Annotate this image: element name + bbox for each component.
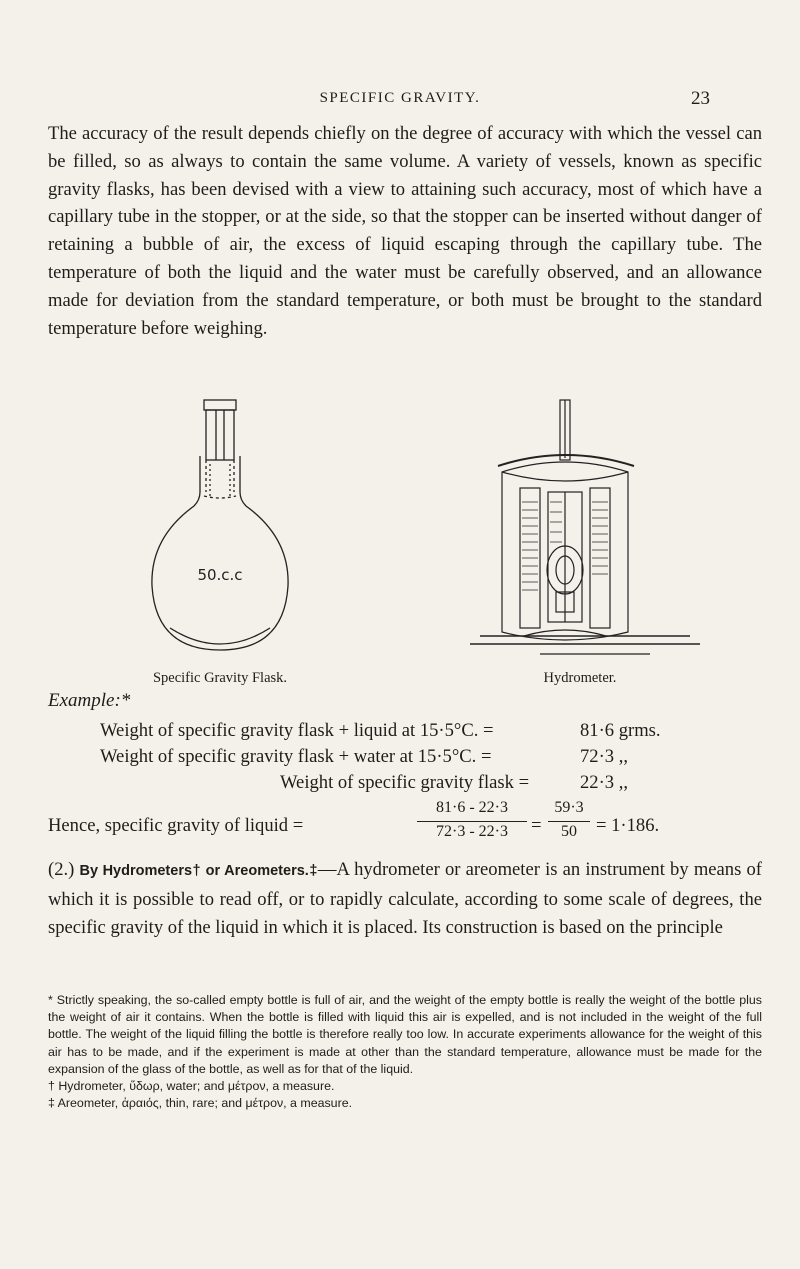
- calc-value: 72·3 ,,: [580, 746, 629, 767]
- equals-sign: =: [531, 815, 542, 836]
- footnote-areometer: ‡ Areometer, ἀραιός, thin, rare; and μέτρον, a measure.: [48, 1096, 353, 1111]
- running-title: SPECIFIC GRAVITY.: [319, 90, 481, 106]
- fraction-2-numerator: 59·3: [554, 799, 584, 816]
- figures: [90, 392, 730, 692]
- flask-caption: Specific Gravity Flask.: [152, 670, 288, 686]
- calc-text: Weight of specific gravity flask + water at 15·5°C. =: [100, 746, 492, 767]
- flask-volume-label: 50.c.c: [197, 566, 243, 584]
- fraction-2-bar: [548, 821, 590, 822]
- calc-value: 22·3 ,,: [580, 772, 629, 793]
- specific-gravity-flask-figure: [130, 392, 310, 660]
- page-number: 23: [691, 88, 710, 109]
- section-number: (2.): [48, 859, 80, 880]
- example-label: Example:*: [48, 690, 131, 711]
- fraction-2-denominator: 50: [561, 823, 577, 840]
- calc-line-flask: [280, 772, 529, 794]
- fraction-1-denominator: 72·3 - 22·3: [436, 823, 508, 840]
- hydrometer-caption: Hydrometer.: [543, 670, 617, 686]
- footnote-hydrometer: † Hydrometer, ὕδωρ, water; and μέτρον, a measure.: [48, 1079, 335, 1094]
- fraction-1-bar: [417, 821, 527, 822]
- fraction-1-numerator: 81·6 - 22·3: [436, 799, 508, 816]
- section-text: —A hydrometer or areometer is an instrument by means of which it is possible to read off, or to rapidly calculate, according to some scale of degrees, the specific gravity of the liquid in which it is placed. Its construction is based on the principle: [48, 859, 762, 938]
- hence-prefix: Hence, specific gravity of liquid =: [48, 815, 304, 836]
- paragraph-accuracy: The accuracy of the result depends chiefly on the degree of accuracy with which the vessel can be filled, so as always to contain the same volume. A variety of vessels, known as specific gravity flasks, has been devised with a view to attaining such accuracy, most of which have a capillary tube in the stopper, or at the side, so that the stopper can be inserted without danger of retaining a bubble of air, the excess of liquid escaping through the capillary tube. The temperature of both the liquid and the water must be carefully observed, and an allowance made for deviation from the standard temperature, or both must be brought to the standard temperature before weighing.: [48, 123, 762, 339]
- result-value: = 1·186.: [596, 815, 660, 836]
- calc-line-flask-water: [100, 746, 491, 768]
- footnote-empty-bottle: * Strictly speaking, the so-called empty bottle is full of air, and the weight of the empty bottle is really the weight of the bottle plus the weight of air it contains. When the bottle is filled with liquid this air is expelled, and is not included in the weight of the full bottle. The weight of the liquid filling the bottle is therefore really too low. In accurate experiments allowance for the weight of this air has to be made, and if the experiment is made at other than the standard temperature, allowance must be made for the expansion of the glass of the bottle, as well as for that of the liquid.: [48, 993, 762, 1076]
- calc-text: Weight of specific gravity flask + liquid at 15·5°C. =: [100, 720, 494, 741]
- calc-value-flask: [580, 772, 628, 794]
- calc-value: 81·6 grms.: [580, 720, 661, 741]
- hydrometer-figure: [440, 392, 730, 664]
- running-head: [0, 90, 800, 112]
- paragraph-hydrometers: [48, 856, 762, 941]
- hence-line: [48, 815, 303, 837]
- fraction-1: [417, 799, 527, 843]
- footnotes: [48, 992, 762, 1112]
- section-heading: By Hydrometers† or Areometers.‡: [79, 863, 318, 879]
- result: [596, 815, 659, 837]
- fraction-2: [548, 799, 590, 843]
- calc-text: Weight of specific gravity flask =: [280, 772, 530, 793]
- calc-value-flask-water: [580, 746, 628, 768]
- calc-value-flask-liquid: [580, 720, 661, 742]
- calc-line-flask-liquid: [100, 720, 494, 742]
